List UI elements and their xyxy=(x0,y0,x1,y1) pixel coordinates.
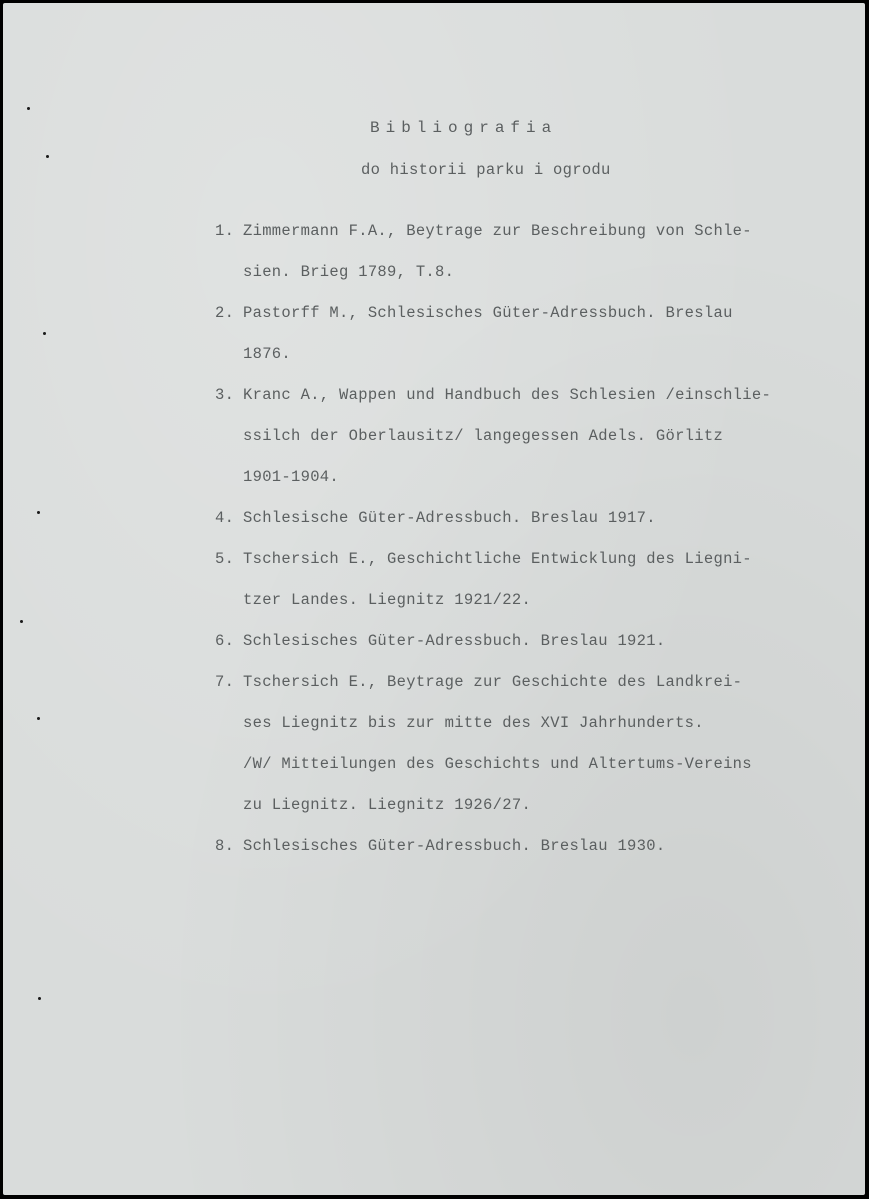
entry-text-line: Pastorff M., Schlesisches Güter-Adressbuch. Breslau xyxy=(243,304,733,322)
entry-continuation-line: tzer Landes. Liegnitz 1921/22. xyxy=(243,591,532,609)
entry-text-line: Schlesisches Güter-Adressbuch. Breslau 1930. xyxy=(243,837,666,855)
entry-number: 7. xyxy=(215,673,235,691)
entry-text-line: Schlesisches Güter-Adressbuch. Breslau 1921. xyxy=(243,632,666,650)
entry-text-line: Zimmermann F.A., Beytrage zur Beschreibung von Schle- xyxy=(243,222,752,240)
entry-number: 8. xyxy=(215,837,235,855)
margin-speck xyxy=(27,107,30,110)
entry-number: 2. xyxy=(215,304,235,322)
entry-number: 3. xyxy=(215,386,235,404)
entry-text-line: Tschersich E., Geschichtliche Entwicklung des Liegni- xyxy=(243,550,752,568)
margin-speck xyxy=(37,717,40,720)
margin-speck xyxy=(46,155,49,158)
entry-continuation-line: sien. Brieg 1789, T.8. xyxy=(243,263,455,281)
margin-speck xyxy=(43,332,46,335)
margin-speck xyxy=(20,620,23,623)
entry-text-line: Tschersich E., Beytrage zur Geschichte des Landkrei- xyxy=(243,673,743,691)
entry-continuation-line: 1901-1904. xyxy=(243,468,340,486)
entry-continuation-line: zu Liegnitz. Liegnitz 1926/27. xyxy=(243,796,532,814)
entry-text-line: Kranc A., Wappen und Handbuch des Schlesien /einschlie- xyxy=(243,386,772,404)
entry-continuation-line: 1876. xyxy=(243,345,292,363)
paper-sheet xyxy=(3,3,865,1195)
entry-number: 4. xyxy=(215,509,235,527)
margin-speck xyxy=(38,997,41,1000)
entry-text-line: Schlesische Güter-Adressbuch. Breslau 1917. xyxy=(243,509,656,527)
entry-number: 1. xyxy=(215,222,235,240)
document-subtitle: do historii parku i ogrodu xyxy=(361,161,611,179)
entry-continuation-line: ses Liegnitz bis zur mitte des XVI Jahrhunderts. xyxy=(243,714,704,732)
margin-speck xyxy=(37,511,40,514)
entry-number: 6. xyxy=(215,632,235,650)
entry-continuation-line: ssilch der Oberlausitz/ langegessen Adels. Görlitz xyxy=(243,427,724,445)
entry-number: 5. xyxy=(215,550,235,568)
document-title: Bibliografia xyxy=(370,119,558,137)
entry-continuation-line: /W/ Mitteilungen des Geschichts und Altertums-Vereins xyxy=(243,755,752,773)
